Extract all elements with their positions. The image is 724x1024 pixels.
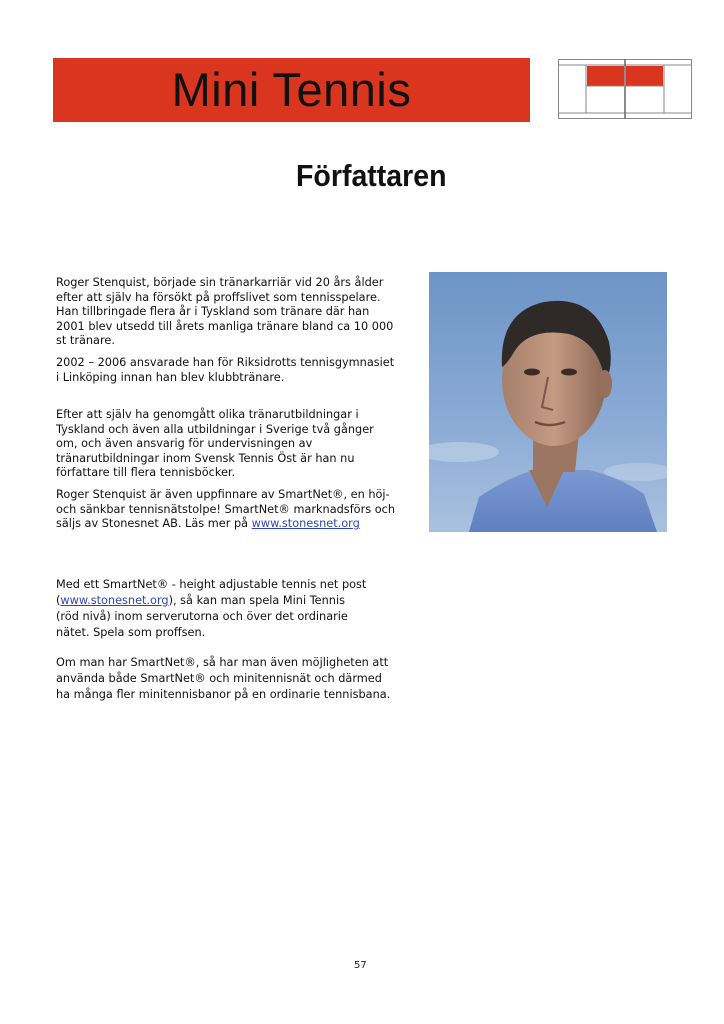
usage-line-3: (röd nivå) inom serverutorna och över det ordinarie [56, 610, 348, 623]
page-heading: Författaren [296, 158, 447, 193]
paragraph-career [56, 276, 396, 349]
paragraph-minitennis-courts-text: Om man har SmartNet®, så har man även möjligheten att använda både SmartNet® och minitennisnät och därmed ha många fler minitennisbanor på en ordinarie tennisbana. [56, 656, 391, 701]
paragraph-smartnet-inventor [56, 488, 396, 532]
paragraph-gymnasium-text: 2002 – 2006 ansvarade han för Riksidrotts tennisgymnasiet i Linköping innan han blev klubbtränare. [56, 356, 395, 384]
paragraph-smartnet-text: Roger Stenquist är även uppfinnare av SmartNet®, en höj- och sänkbar tennisnätstolpe! SmartNet® marknadsförs och säljs av Stonesnet AB. Läs mer på [56, 488, 395, 531]
paragraph-education-text: Efter att själv ha genomgått olika tränarutbildningar i Tyskland och även alla utbildningar i Sverige två gånger om, och även ansvarig för undervisningen av tränarutbildningar inom Svensk Tennis Öst är han nu författare till flera tennisböcker. [56, 408, 374, 480]
usage-open-paren: ( [56, 594, 61, 607]
banner-title: Mini Tennis [171, 63, 412, 116]
usage-line-1: Med ett SmartNet® - height adjustable tennis net post [56, 578, 367, 591]
paragraph-gymnasium [56, 356, 396, 385]
paragraph-education [56, 408, 396, 481]
paragraph-career-text: Roger Stenquist, började sin tränarkarriär vid 20 års ålder efter att själv ha försökt på proffslivet som tennisspelare. Han tillbringade flera år i Tyskland som tränare där han 2001 blev utsedd till årets manliga tränare bland ca 10 000 st tränare. [56, 276, 394, 348]
usage-line-4: nätet. Spela som proffsen. [56, 626, 206, 639]
paragraph-minitennis-courts [56, 655, 396, 703]
stonesnet-link[interactable]: www.stonesnet.org [251, 517, 360, 531]
paragraph-smartnet-usage [56, 577, 396, 641]
title-banner [53, 58, 530, 122]
author-photo [429, 272, 667, 532]
mini-tennis-court-diagram [558, 59, 692, 119]
page-number: 57 [354, 960, 367, 971]
stonesnet-link-2[interactable]: www.stonesnet.org [60, 594, 169, 607]
usage-line-2-rest: ), så kan man spela Mini Tennis [168, 594, 345, 607]
